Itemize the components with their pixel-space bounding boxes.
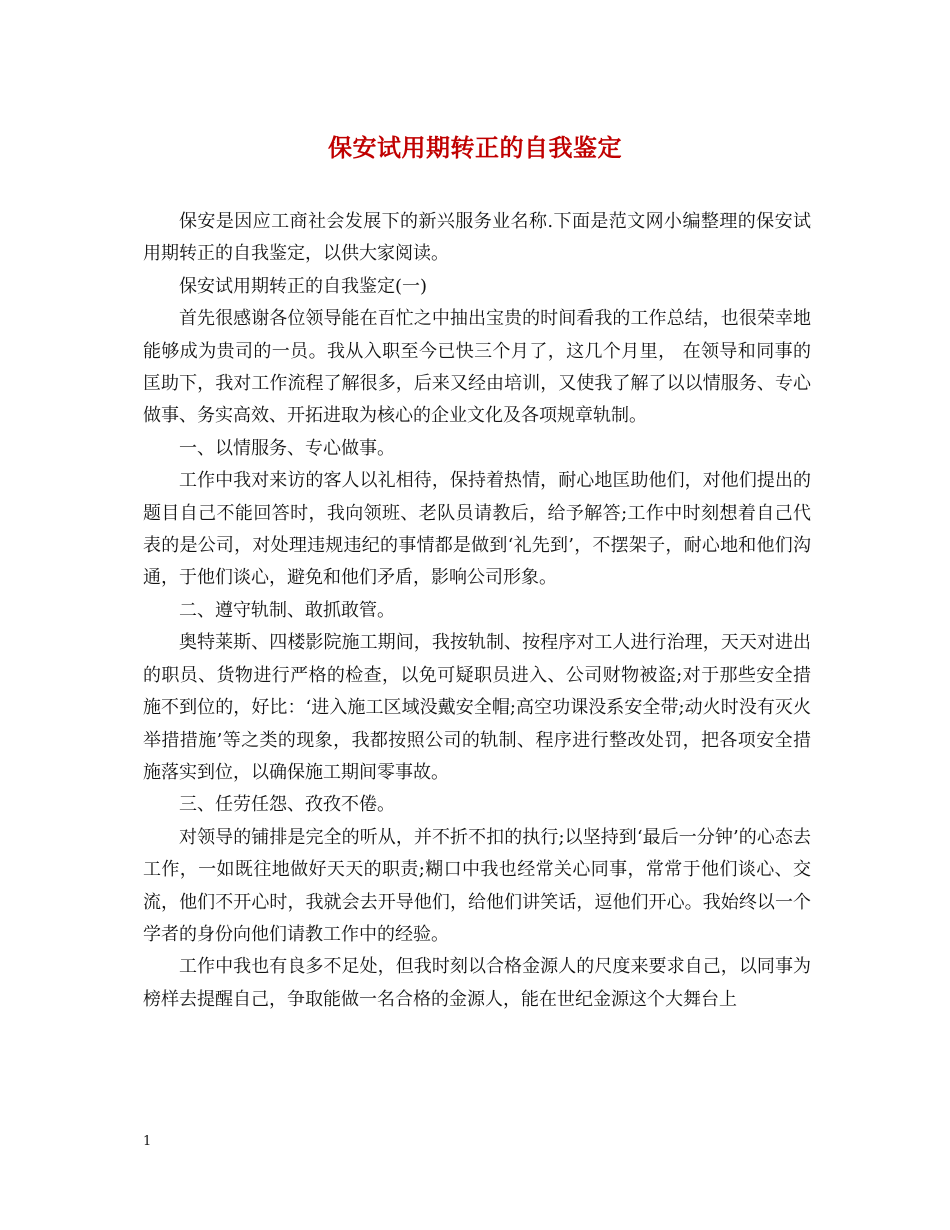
paragraph-heading-2: 二、遵守轨制、敢抓敢管。 [179,599,395,621]
paragraph-body-2: 奥特莱斯、四楼影院施工期间，我按轨制、按程序对工人进行治理，天天对进出的职员、货物进行严格的检查，以免可疑职员进入、公司财物被盗;对于那些安全措施不到位的，好比：‘进入施工区域没戴安全帽;高空功课没系安全带;动火时没有灭火举措措施’等之类的现象，我都按照公司的轨制、程序进行整改处罚，把各项安全措施落实到位，以确保施工期间零事故。 [143,632,811,783]
paragraph-section-heading: 保安试用期转正的自我鉴定(一) [179,275,428,297]
paragraph-heading-3: 三、任劳任怨、孜孜不倦。 [179,794,395,816]
document-title: 保安试用期转正的自我鉴定 [328,133,622,162]
page-number: 1 [143,1134,152,1149]
paragraph-closing: 工作中我也有良多不足处，但我时刻以合格金源人的尺度来要求自己，以同事为榜样去提醒自己，争取能做一名合格的金源人，能在世纪金源这个大舞台上 [143,956,811,1010]
paragraph-body-3: 对领导的铺排是完全的听从，并不折不扣的执行;以坚持到‘最后一分钟’的心态去工作，一如既往地做好天天的职责;糊口中我也经常关心同事，常常于他们谈心、交流，他们不开心时，我就会去开导他们，给他们讲笑话，逗他们开心。我始终以一个学者的身份向他们请教工作中的经验。 [143,826,811,945]
paragraph-heading-1: 一、以情服务、专心做事。 [179,437,395,459]
document-body [143,206,811,1016]
paragraph-opening: 首先很感谢各位领导能在百忙之中抽出宝贵的时间看我的工作总结，也很荣幸地能够成为贵司的一员。我从入职至今已快三个月了，这几个月里， 在领导和同事的匡助下，我对工作流程了解很多，后来又经由培训，又使我了解了以以情服务、专心做事、务实高效、开拓进取为核心的企业文化及各项规章轨制。 [143,308,811,427]
paragraph-intro: 保安是因应工商社会发展下的新兴服务业名称.下面是范文网小编整理的保安试用期转正的自我鉴定，以供大家阅读。 [143,211,811,265]
paragraph-body-1: 工作中我对来访的客人以礼相待，保持着热情，耐心地匡助他们，对他们提出的题目自己不能回答时，我向领班、老队员请教后，给予解答;工作中时刻想着自己代表的是公司，对处理违规违纪的事情都是做到‘礼先到’，不摆架子，耐心地和他们沟通，于他们谈心，避免和他们矛盾，影响公司形象。 [143,470,811,589]
